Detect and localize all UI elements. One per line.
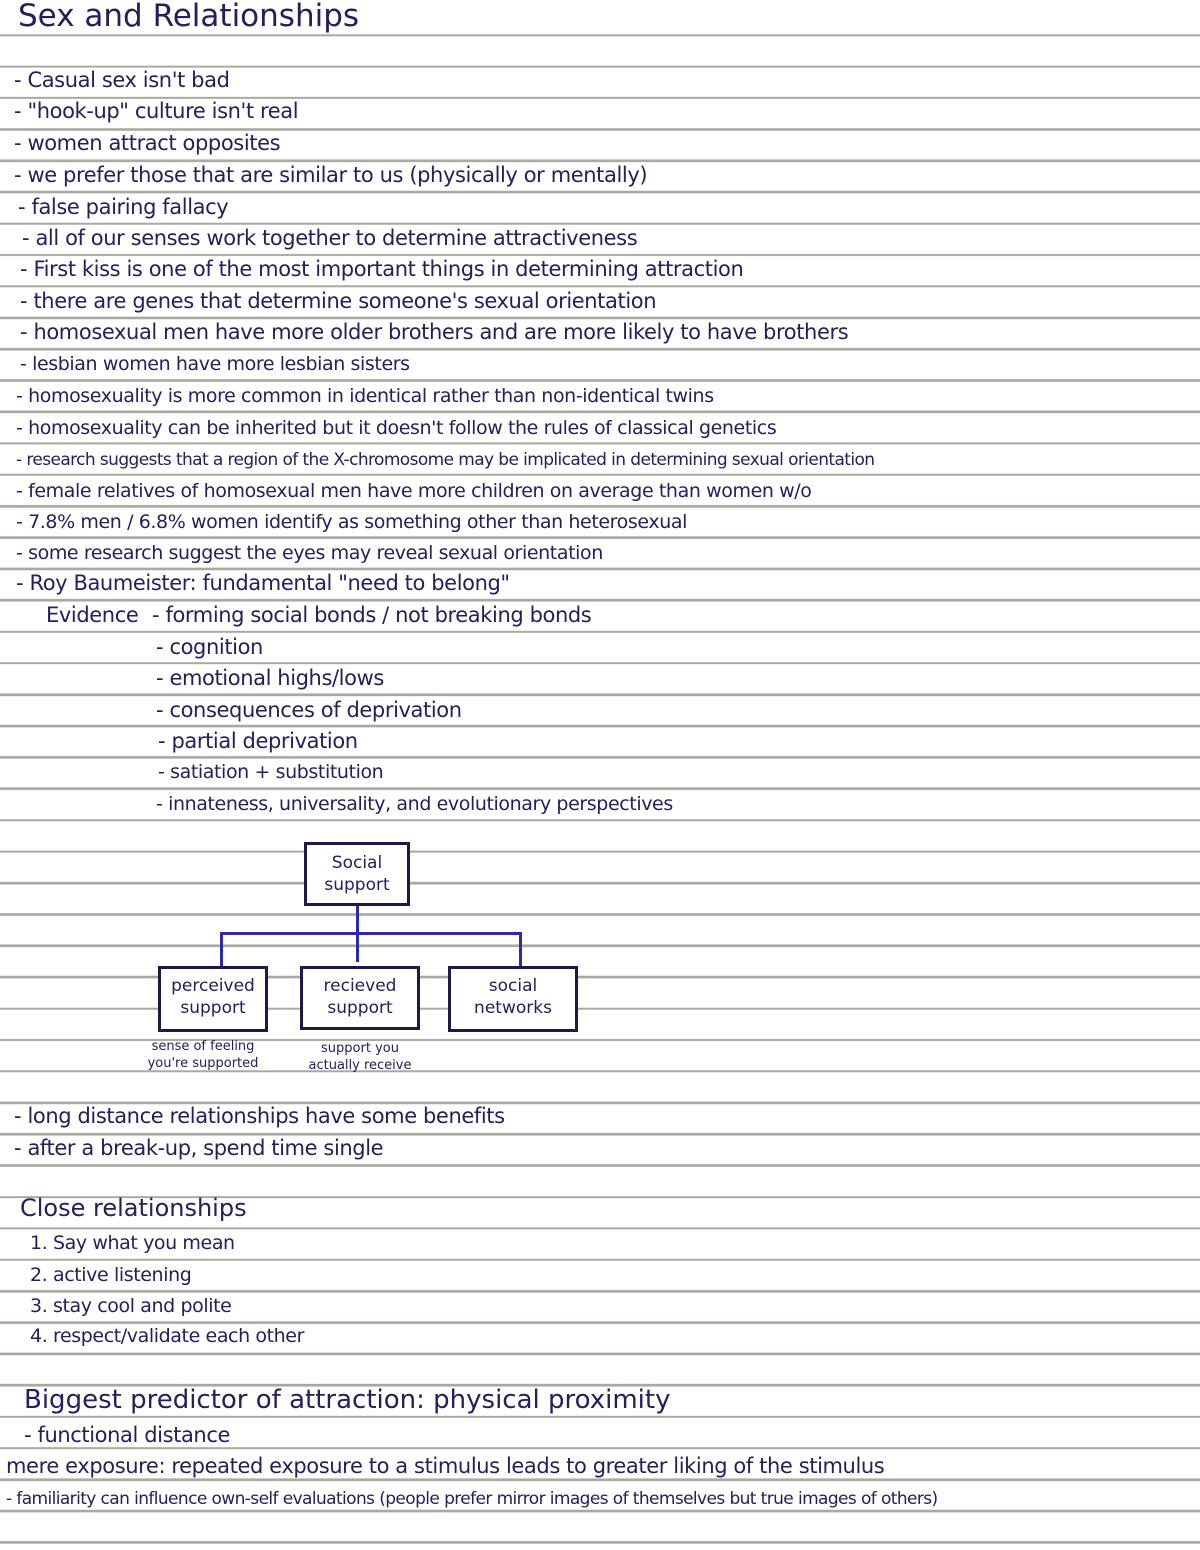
list-item: - we prefer those that are similar to us (physically or mentally) — [14, 163, 648, 187]
list-item: - there are genes that determine someone's sexual orientation — [20, 289, 657, 313]
received-support-caption: support you actually receive — [308, 1041, 412, 1073]
list-item: - research suggests that a region of the X-chromosome may be implicated in determining sexual orientation — [16, 450, 875, 470]
list-item: - Casual sex isn't bad — [14, 68, 230, 92]
list-item: - female relatives of homosexual men have more children on average than women w/o — [16, 480, 812, 502]
list-item: - homosexuality can be inherited but it doesn't follow the rules of classical genetics — [16, 417, 777, 439]
list-item: - some research suggest the eyes may reveal sexual orientation — [16, 542, 603, 564]
list-item: mere exposure: repeated exposure to a stimulus leads to greater liking of the stimulus — [6, 1454, 885, 1478]
list-item: - Roy Baumeister: fundamental "need to belong" — [16, 571, 510, 595]
connector-left — [220, 932, 223, 966]
list-item: 3. stay cool and polite — [30, 1295, 232, 1317]
list-item: - "hook-up" culture isn't real — [14, 99, 299, 123]
list-item: - familiarity can influence own-self evaluations (people prefer mirror images of themselves but true images of others) — [6, 1489, 938, 1509]
list-item: - satiation + substitution — [158, 761, 384, 783]
list-item: - all of our senses work together to determine attractiveness — [22, 226, 638, 250]
page-title: Sex and Relationships — [18, 0, 360, 34]
list-item: - false pairing fallacy — [18, 195, 229, 219]
diagram-root-node: Social support — [304, 842, 410, 906]
list-item: - forming social bonds / not breaking bonds — [152, 603, 592, 627]
list-item: - partial deprivation — [158, 729, 358, 753]
evidence-label: Evidence — [46, 603, 139, 627]
list-item: - after a break-up, spend time single — [14, 1136, 384, 1160]
diagram-node-social-networks: social networks — [448, 966, 578, 1032]
list-item: - consequences of deprivation — [156, 698, 462, 722]
diagram-node-received-support: recieved support — [300, 966, 420, 1030]
list-item: - homosexuality is more common in identical rather than non-identical twins — [16, 385, 714, 407]
list-item: 1. Say what you mean — [30, 1232, 235, 1254]
list-item: 2. active listening — [30, 1264, 192, 1286]
section-heading: Biggest predictor of attraction: physical proximity — [24, 1385, 671, 1415]
list-item: - First kiss is one of the most important things in determining attraction — [20, 257, 744, 281]
perceived-support-caption: sense of feeling you're supported — [147, 1039, 259, 1071]
list-item: - innateness, universality, and evolutionary perspectives — [156, 793, 673, 815]
list-item: - long distance relationships have some benefits — [14, 1104, 505, 1128]
list-item: - homosexual men have more older brothers and are more likely to have brothers — [20, 320, 849, 344]
connector-right — [519, 932, 522, 966]
list-item: - women attract opposites — [14, 131, 281, 155]
list-item: - emotional highs/lows — [156, 666, 384, 690]
list-item: - cognition — [156, 635, 263, 659]
section-heading: Close relationships — [20, 1194, 247, 1222]
connector-bar — [220, 932, 522, 935]
list-item: - functional distance — [24, 1423, 230, 1447]
list-item: - 7.8% men / 6.8% women identify as something other than heterosexual — [16, 511, 687, 533]
list-item: - lesbian women have more lesbian sisters — [20, 353, 410, 375]
list-item: 4. respect/validate each other — [30, 1325, 305, 1347]
diagram-node-perceived-support: perceived support — [158, 966, 268, 1032]
